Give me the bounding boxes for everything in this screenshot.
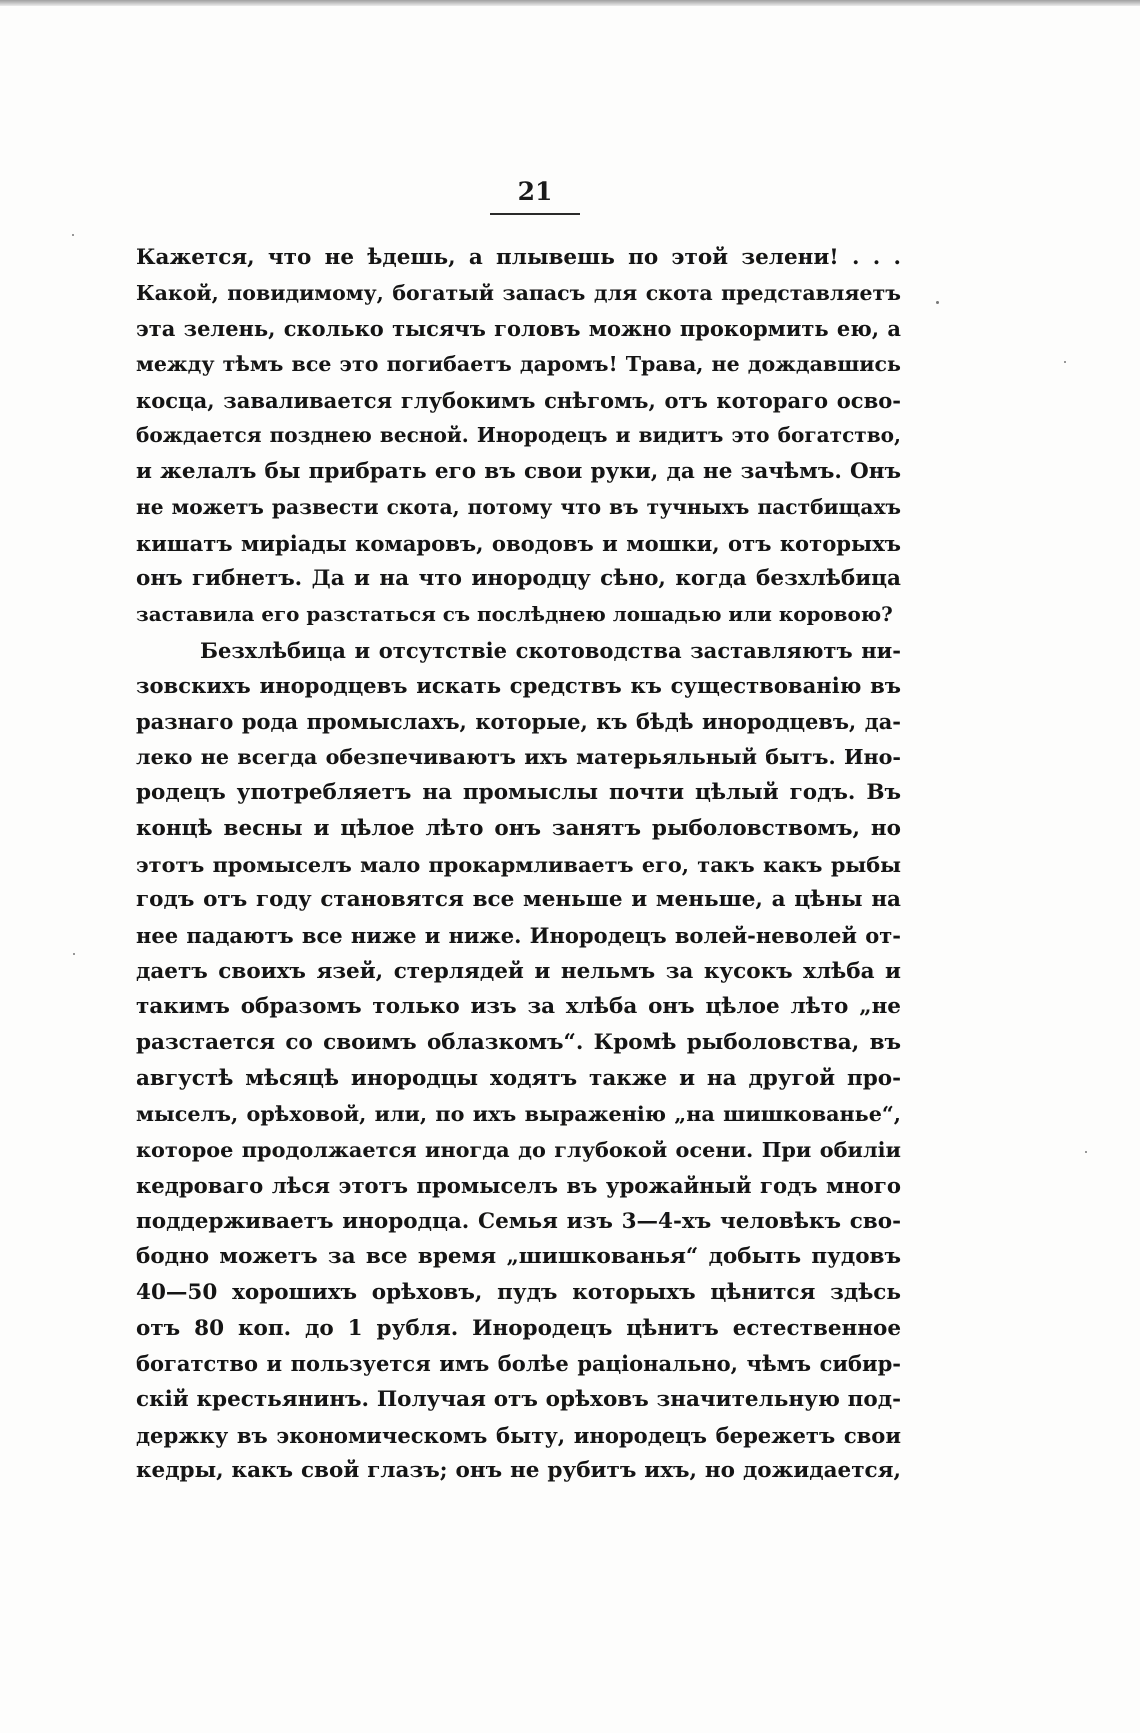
text-line: поддерживаетъ инородца. Семья изъ 3—4-хъ человѣкъ сво- xyxy=(136,1208,901,1234)
page-text xyxy=(136,240,901,1489)
text-line: зовскихъ инородцевъ искать средствъ къ существованію въ xyxy=(136,673,901,699)
text-line: нее падаютъ все ниже и ниже. Инородецъ волей-неволей от- xyxy=(136,923,901,949)
text-line: которое продолжается иногда до глубокой осени. При обиліи xyxy=(136,1137,901,1163)
scan-speck xyxy=(1064,361,1066,363)
scan-speck xyxy=(73,953,75,955)
text-line: такимъ образомъ только изъ за хлѣба онъ цѣлое лѣто „не xyxy=(136,994,901,1020)
text-line: богатство и пользуется имъ болѣе раціонально, чѣмъ сибир- xyxy=(136,1351,901,1377)
text-line: онъ гибнетъ. Да и на что инородцу сѣно, когда безхлѣбица xyxy=(136,566,901,592)
text-line: заставила его разстаться съ послѣднею лошадью или коровою? xyxy=(136,601,893,626)
paragraph-2 xyxy=(136,633,901,1490)
text-line: августѣ мѣсяцѣ инородцы ходятъ также и на другой про- xyxy=(136,1065,901,1091)
scan-speck xyxy=(1085,1151,1087,1153)
page-number-rule xyxy=(490,213,580,215)
text-line: концѣ весны и цѣлое лѣто онъ занятъ рыболовствомъ, но xyxy=(136,816,901,841)
text-line: скій крестьянинъ. Получая отъ орѣховъ значительную под- xyxy=(136,1387,901,1412)
text-line: эта зелень, сколько тысячъ головъ можно прокормить ею, а xyxy=(136,316,901,342)
text-line: держку въ экономическомъ быту, инородецъ бережетъ свои xyxy=(136,1422,901,1448)
text-line: 40—50 хорошихъ орѣховъ, пудъ которыхъ цѣнится здѣсь xyxy=(136,1279,901,1305)
text-line: кедроваго лѣся этотъ промыселъ въ урожайный годъ много xyxy=(136,1172,901,1198)
scan-top-edge xyxy=(0,0,1140,6)
text-line: этотъ промыселъ мало прокармливаетъ его, такъ какъ рыбы xyxy=(136,851,901,877)
text-line: Безхлѣбица и отсутствіе скотоводства заставляютъ ни- xyxy=(200,637,901,663)
text-line: разнаго рода промыслахъ, которые, къ бѣдѣ инородцевъ, да- xyxy=(136,708,901,734)
text-line: отъ 80 коп. до 1 рубля. Инородецъ цѣнитъ естественное xyxy=(136,1315,901,1341)
text-line: годъ отъ году становятся все меньше и меньше, а цѣны на xyxy=(136,887,901,913)
paragraph-1 xyxy=(136,240,901,633)
text-line: даетъ своихъ язей, стерлядей и нельмъ за кусокъ хлѣба и xyxy=(136,958,901,984)
scan-speck xyxy=(72,234,74,236)
scan-speck xyxy=(936,301,939,304)
text-line: косца, заваливается глубокимъ снѣгомъ, отъ котораго осво- xyxy=(136,387,901,413)
text-line: кишатъ миріады комаровъ, оводовъ и мошки, отъ которыхъ xyxy=(136,530,901,556)
text-line: Какой, повидимому, богатый запасъ для скота представляетъ xyxy=(136,280,901,305)
page-number: 21 xyxy=(517,177,553,206)
text-line: бождается позднею весной. Инородецъ и видитъ это богатство, xyxy=(136,423,901,448)
text-line: родецъ употребляетъ на промыслы почти цѣлый годъ. Въ xyxy=(136,780,901,806)
text-line: леко не всегда обезпечиваютъ ихъ матерьяльный бытъ. Ино- xyxy=(136,744,901,769)
text-line: разстается со своимъ облазкомъ“. Кромѣ рыболовства, въ xyxy=(136,1030,901,1056)
text-line: между тѣмъ все это погибаетъ даромъ! Трава, не дождавшись xyxy=(136,352,901,377)
text-line: бодно можетъ за все время „шишкованья“ добыть пудовъ xyxy=(136,1244,901,1270)
text-line: и желалъ бы прибрать его въ свои руки, да не зачѣмъ. Онъ xyxy=(136,459,901,485)
text-line: не можетъ развести скота, потому что въ тучныхъ пастбищахъ xyxy=(136,494,901,519)
text-line: Кажется, что не ѣдешь, а плывешь по этой зелени! . . . xyxy=(136,245,901,270)
text-line: кедры, какъ свой глазъ; онъ не рубитъ ихъ, но дожидается, xyxy=(136,1458,901,1484)
text-line: мыселъ, орѣховой, или, по ихъ выраженію „на шишкованье“, xyxy=(136,1101,901,1126)
